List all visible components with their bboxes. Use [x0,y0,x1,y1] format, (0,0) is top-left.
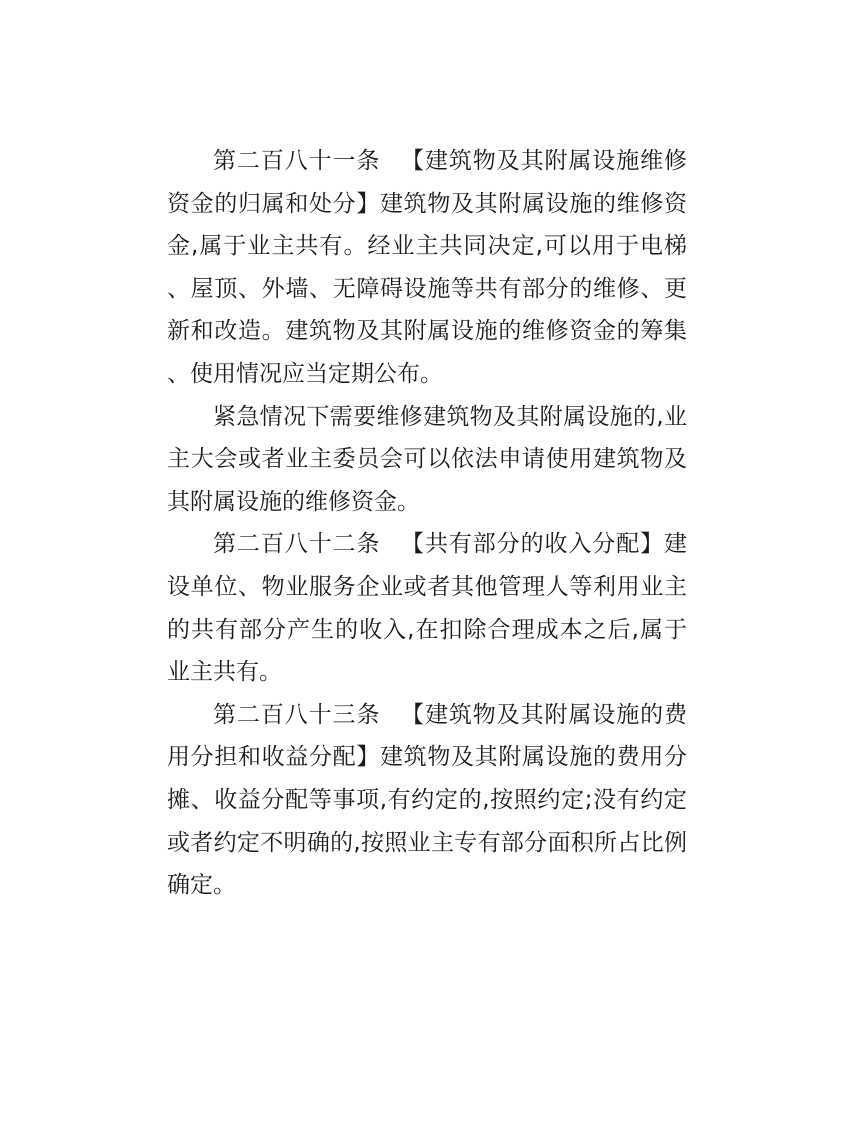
article-283-text: 建筑物及其附属设施的费用分摊、收益分配等事项,有约定的,按照约定;没有约定或者约定不明确的,按照业主专有部分面积所占比例确定。 [167,744,688,899]
article-282-title: 【共有部分的收入分配】 [401,531,664,558]
document-page [167,140,687,907]
article-282-paragraph [167,523,687,693]
article-282-text: 建设单位、物业服务企业或者其他管理人等利用业主的共有部分产生的收入,在扣除合理成本之后,属于业主共有。 [167,531,687,686]
article-283-number: 第二百八十三条 [213,701,381,728]
article-281-number: 第二百八十一条 [213,148,381,174]
article-281-paragraph-2: 紧急情况下需要维修建筑物及其附属设施的,业主大会或者业主委员会可以依法申请使用建筑物及其附属设施的维修资金。 [167,403,687,515]
article-283-title: 【建筑物及其附属设施的费用分担和收益分配】 [167,701,687,771]
article-281-text: 建筑物及其附属设施的维修资金,属于业主共有。经业主共同决定,可以用于电梯、屋顶、外墙、无障碍设施等共有部分的维修、更新和改造。建筑物及其附属设施的维修资金的筹集、使用情况应当定期公布。 [167,190,688,387]
article-283-paragraph [167,694,687,907]
article-281-paragraph [167,140,687,396]
article-282-number: 第二百八十二条 [213,531,381,558]
article-281-title: 【建筑物及其附属设施维修资金的归属和处分】 [167,148,687,217]
